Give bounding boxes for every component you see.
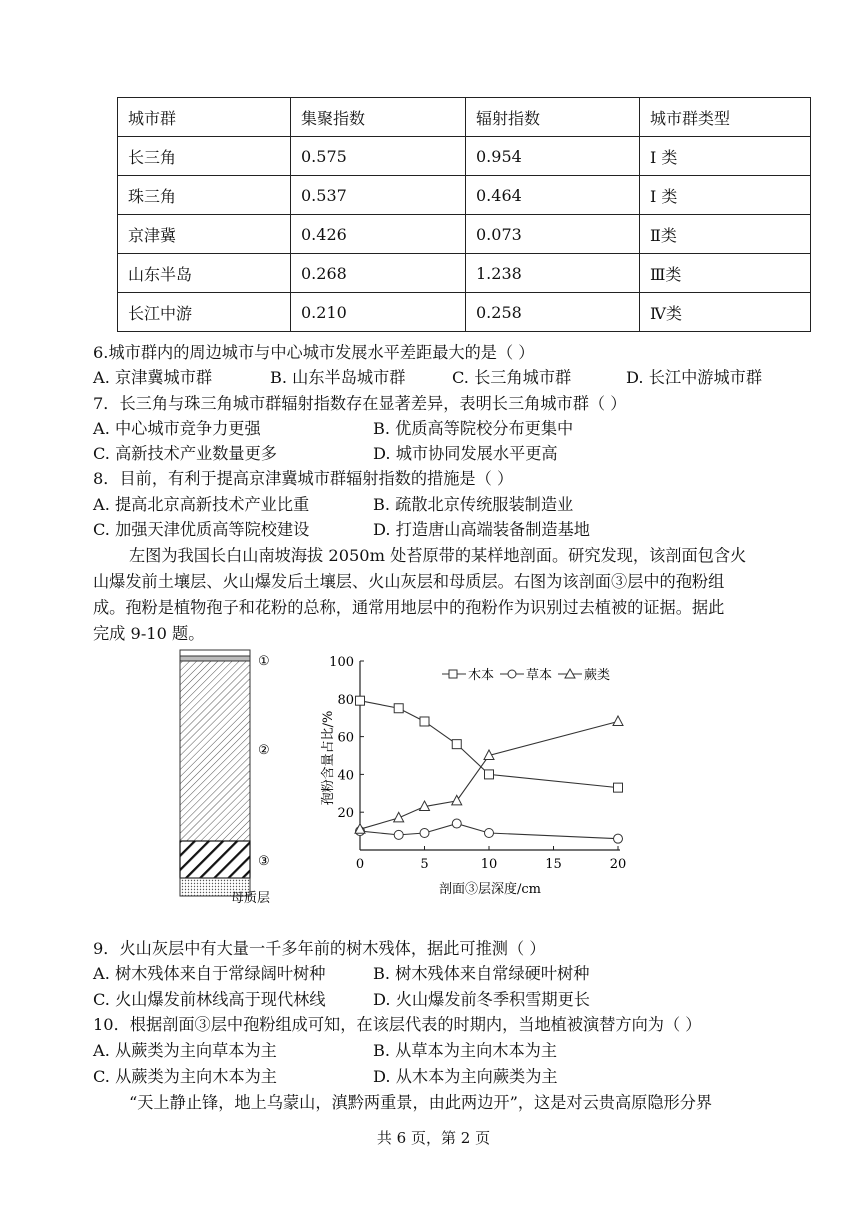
q7-option-b: B. 优质高等院校分布更集中 xyxy=(373,419,574,438)
q10-option-a: A. 从蕨类为主向草本为主 xyxy=(93,1041,277,1060)
table-cell: 京津冀 xyxy=(118,215,291,254)
q7-option-c: C. 高新技术产业数量更多 xyxy=(93,444,277,463)
q6-option-b: B. 山东半岛城市群 xyxy=(270,368,406,387)
q6-option-c: C. 长三角城市群 xyxy=(452,368,572,387)
table-cell: 0.575 xyxy=(291,137,466,176)
legend-circle-marker xyxy=(508,670,516,678)
layer-3 xyxy=(180,841,250,878)
table-cell: 珠三角 xyxy=(118,176,291,215)
table-cell: 0.464 xyxy=(466,176,640,215)
data-point-circle xyxy=(614,834,623,843)
x-tick-label: 10 xyxy=(480,857,498,872)
table-row xyxy=(118,293,811,332)
question-8-stem: 8．目前，有利于提高京津冀城市群辐射指数的措施是（ ） xyxy=(93,469,514,488)
table-header-cell: 城市群类型 xyxy=(640,98,811,137)
page-footer: 共 6 页，第 2 页 xyxy=(376,1129,491,1147)
table-cell: 0.258 xyxy=(466,293,640,332)
passage-line: 山爆发前土壤层、火山爆发后土壤层、火山灰层和母质层。右图为该剖面③层中的孢粉组 xyxy=(93,572,725,591)
legend-label-herb: 草本 xyxy=(526,668,553,683)
table-cell: 0.537 xyxy=(291,176,466,215)
q7-option-a: A. 中心城市竞争力更强 xyxy=(93,419,261,438)
soil-profile xyxy=(180,650,270,906)
y-tick-label: 40 xyxy=(337,768,354,784)
table-cell: 1.238 xyxy=(466,254,640,293)
q9-option-a: A. 树木残体来自于常绿阔叶树种 xyxy=(93,964,326,983)
passage-line: 成。孢粉是植物孢子和花粉的总称，通常用地层中的孢粉作为识别过去植被的证据。据此 xyxy=(93,598,725,617)
data-point-circle xyxy=(485,828,494,837)
table-header-row xyxy=(118,98,811,137)
table-cell: Ⅱ类 xyxy=(640,215,811,254)
table-cell: Ⅲ类 xyxy=(640,254,811,293)
question-10-stem: 10．根据剖面③层中孢粉组成可知，在该层代表的时期内，当地植被演替方向为（ ） xyxy=(93,1015,702,1034)
data-point-circle xyxy=(452,819,461,828)
city-cluster-table xyxy=(117,97,811,332)
legend-label-woody: 木本 xyxy=(468,668,495,683)
table-cell: Ⅳ类 xyxy=(640,293,811,332)
layer-2 xyxy=(180,661,250,841)
data-point-square xyxy=(485,770,494,779)
data-point-triangle xyxy=(394,812,404,822)
data-point-square xyxy=(452,740,461,749)
y-tick-label: 60 xyxy=(337,730,354,746)
table-cell: 0.073 xyxy=(466,215,640,254)
y-tick-label: 80 xyxy=(337,692,354,708)
table-header-cell: 集聚指数 xyxy=(291,98,466,137)
question-6-stem: 6.城市群内的周边城市与中心城市发展水平差距最大的是（ ） xyxy=(93,343,535,362)
data-point-square xyxy=(420,717,429,726)
table-row xyxy=(118,215,811,254)
table-cell: 长三角 xyxy=(118,137,291,176)
layer-label-3: ③ xyxy=(258,854,270,869)
data-point-circle xyxy=(394,830,403,839)
data-point-square xyxy=(356,696,365,705)
table-cell: 0.210 xyxy=(291,293,466,332)
data-point-square xyxy=(394,704,403,713)
parent-material-label: 母质层 xyxy=(231,891,271,906)
q10-option-d: D. 从木本为主向蕨类为主 xyxy=(373,1067,558,1086)
legend-square-marker xyxy=(449,670,457,678)
passage-line: 完成 9-10 题。 xyxy=(93,624,205,643)
layer-label-2: ② xyxy=(258,743,270,758)
q9-option-b: B. 树木残体来自常绿硬叶树种 xyxy=(373,964,590,983)
table-cell: I 类 xyxy=(640,176,811,215)
legend xyxy=(442,667,610,683)
layer-1-lower xyxy=(180,656,250,661)
table-cell: 山东半岛 xyxy=(118,254,291,293)
q6-option-d: D. 长江中游城市群 xyxy=(626,368,763,387)
layer-1 xyxy=(180,650,250,656)
y-tick-label: 20 xyxy=(337,806,354,822)
table-cell: 0.954 xyxy=(466,137,640,176)
q8-option-d: D. 打造唐山高端装备制造基地 xyxy=(373,520,590,539)
table-cell: 长江中游 xyxy=(118,293,291,332)
y-tick-label: 100 xyxy=(329,655,354,670)
x-tick-label: 5 xyxy=(420,857,429,872)
data-point-circle xyxy=(420,828,429,837)
q6-option-a: A. 京津冀城市群 xyxy=(93,368,213,387)
series-group xyxy=(355,696,623,843)
table-row xyxy=(118,176,811,215)
q9-option-c: C. 火山爆发前林线高于现代林线 xyxy=(93,990,326,1009)
q8-option-b: B. 疏散北京传统服装制造业 xyxy=(373,495,574,514)
q10-option-b: B. 从草本为主向木本为主 xyxy=(373,1041,558,1060)
y-axis-label: 孢粉含量占比/% xyxy=(321,710,336,806)
legend-label-fern: 蕨类 xyxy=(584,668,611,683)
table-header-cell: 辐射指数 xyxy=(466,98,640,137)
table-header-cell: 城市群 xyxy=(118,98,291,137)
q7-option-d: D. 城市协同发展水平更高 xyxy=(373,444,558,463)
layer-label-1: ① xyxy=(258,654,270,669)
q8-option-c: C. 加强天津优质高等院校建设 xyxy=(93,520,310,539)
table-cell: 0.268 xyxy=(291,254,466,293)
q10-option-c: C. 从蕨类为主向木本为主 xyxy=(93,1067,277,1086)
q8-option-a: A. 提高北京高新技术产业比重 xyxy=(93,495,310,514)
q9-option-d: D. 火山爆发前冬季积雪期更长 xyxy=(373,990,590,1009)
data-point-triangle xyxy=(613,716,623,726)
x-tick-label: 0 xyxy=(355,857,365,872)
x-tick-label: 15 xyxy=(545,857,562,872)
table-row xyxy=(118,254,811,293)
data-point-square xyxy=(614,783,623,792)
table-cell: 0.426 xyxy=(291,215,466,254)
pollen-line-chart xyxy=(320,655,626,897)
question-7-stem: 7．长三角与珠三角城市群辐射指数存在显著差异，表明长三角城市群（ ） xyxy=(93,394,627,413)
x-tick-label: 20 xyxy=(609,857,627,872)
passage-next-line: “天上静止锋，地上乌蒙山，滇黔两重景，由此两边开”，这是对云贵高原隐形分界 xyxy=(129,1093,713,1112)
figure-area xyxy=(160,648,690,910)
passage-line: 左图为我国长白山南坡海拔 2050m 处苔原带的某样地剖面。研究发现，该剖面包含火 xyxy=(129,546,747,565)
x-axis-label: 剖面③层深度/cm xyxy=(439,882,541,897)
table-cell: I 类 xyxy=(640,137,811,176)
table-row xyxy=(118,137,811,176)
question-9-stem: 9．火山灰层中有大量一千多年前的树木残体，据此可推测（ ） xyxy=(93,939,546,958)
